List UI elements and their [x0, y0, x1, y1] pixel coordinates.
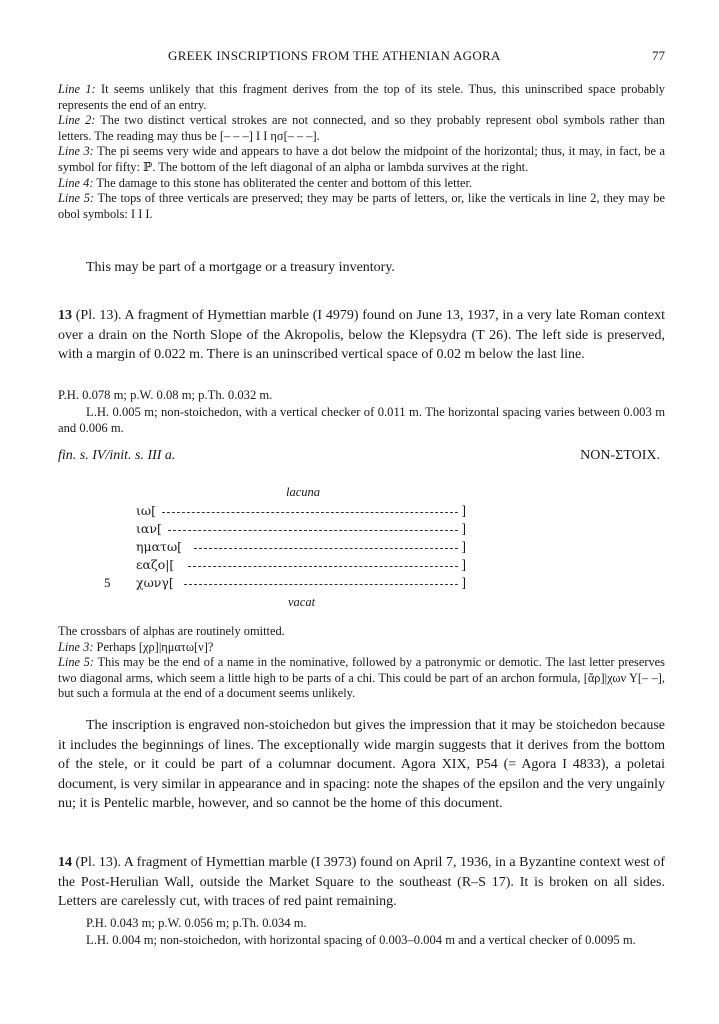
inscription-line: ιαν[ ]	[136, 521, 466, 537]
entry-13-measurements: P.H. 0.078 m; p.W. 0.08 m; p.Th. 0.032 m. L.H. 0.005 m; non-stoichedon, with a vertical checker of 0.011 m. The horizontal spacing varies between 0.003 m and 0.006 m.	[58, 388, 665, 435]
inscription-line: ηματω[ ]	[136, 539, 466, 555]
line-note: Line 5: This may be the end of a name in the nominative, followed by a patronymic or demotic. The last letter preserves two diagonal arms, which seem a little high to be parts of a chi. This could be part of an archon formula, [ἄρ]|χων Υ[– –], but such a formula at the end of a document seems unlikely.	[58, 655, 665, 701]
note: The crossbars of alphas are routinely omitted.	[58, 624, 285, 638]
stoichedon-style: NON-ΣΤΟΙΧ.	[580, 448, 660, 463]
running-head: GREEK INSCRIPTIONS FROM THE ATHENIAN AGORA	[168, 48, 501, 63]
entry-13-notes	[58, 624, 665, 702]
entry-12-line-notes	[58, 82, 665, 222]
line-note: Line 1: It seems unlikely that this fragment derives from the top of its stele. Thus, this uninscribed space probably represents the end of an entry.	[58, 82, 665, 112]
inscription-text	[58, 485, 665, 611]
inscription-line: 5 χωνγ[ ]	[104, 575, 466, 591]
vacat-label: vacat	[288, 595, 316, 609]
inscription-line: ιω[ ]	[136, 503, 466, 519]
entry-number: 14	[58, 855, 72, 870]
entry-13-discussion: The inscription is engraved non-stoichedon but gives the impression that it may be stoichedon because it includes the beginnings of lines. The exceptionally wide margin suggests that it derives from the bottom of the stele, or it could be part of a columnar document. Agora XIX, P54 (= Agora I 4833), a poletai document, is very similar in appearance and in spacing: note the shapes of the epsilon and the very ungainly nu; it is Pentelic marble, however, and so cannot be the home of this document.	[58, 718, 665, 811]
line-note: Line 3: Perhaps [χρ]|ηματω[ν]?	[58, 639, 214, 654]
line-note: Line 4: The damage to this stone has obliterated the center and bottom of this letter.	[58, 175, 473, 190]
entry-14-intro: 14 (Pl. 13). A fragment of Hymettian marble (I 3973) found on April 7, 1936, in a Byzantine context west of the Post-Herulian Wall, outside the Market Square to the southeast (R–S 17). It is broken on all sides. Letters are carelessly cut, with traces of red paint remaining.	[58, 855, 665, 909]
entry-14-measurements: P.H. 0.043 m; p.W. 0.056 m; p.Th. 0.034 m. L.H. 0.004 m; non-stoichedon, with horizontal spacing of 0.003–0.004 m and a vertical checker of 0.0095 m.	[86, 916, 636, 947]
line-note: Line 5: The tops of three verticals are preserved; they may be parts of letters, or, like the verticals in line 2, they may be obol symbols: I I I.	[58, 191, 666, 221]
line-note: Line 3: The pi seems very wide and appears to have a dot below the midpoint of the horizontal; thus, it may, in fact, be a symbol for fifty: ℙ. The bottom of the left diagonal of an alpha or lambda survives at the right.	[58, 144, 665, 174]
entry-number: 13	[58, 308, 72, 323]
page-number: 77	[652, 48, 665, 63]
date: fin. s. IV/init. s. III a.	[58, 448, 176, 463]
line-number: 5	[104, 575, 111, 590]
lacuna-label: lacuna	[286, 485, 321, 499]
inscription-line: εαζο|[ ]	[136, 557, 466, 573]
page-header	[58, 48, 665, 68]
entry-12-summary: This may be part of a mortgage or a treasury inventory.	[86, 260, 395, 275]
line-note: Line 2: The two distinct vertical strokes are not connected, and so they probably represent obol symbols rather than letters. The reading may thus be [– – –] I I ησ[– – –].	[58, 113, 665, 143]
entry-13-intro: 13 (Pl. 13). A fragment of Hymettian marble (I 4979) found on June 13, 1937, in a very late Roman context over a drain on the North Slope of the Akropolis, below the Klepsydra (T 26). The left side is preserved, with a margin of 0.022 m. There is an uninscribed vertical space of 0.02 m below the last line.	[58, 308, 665, 362]
